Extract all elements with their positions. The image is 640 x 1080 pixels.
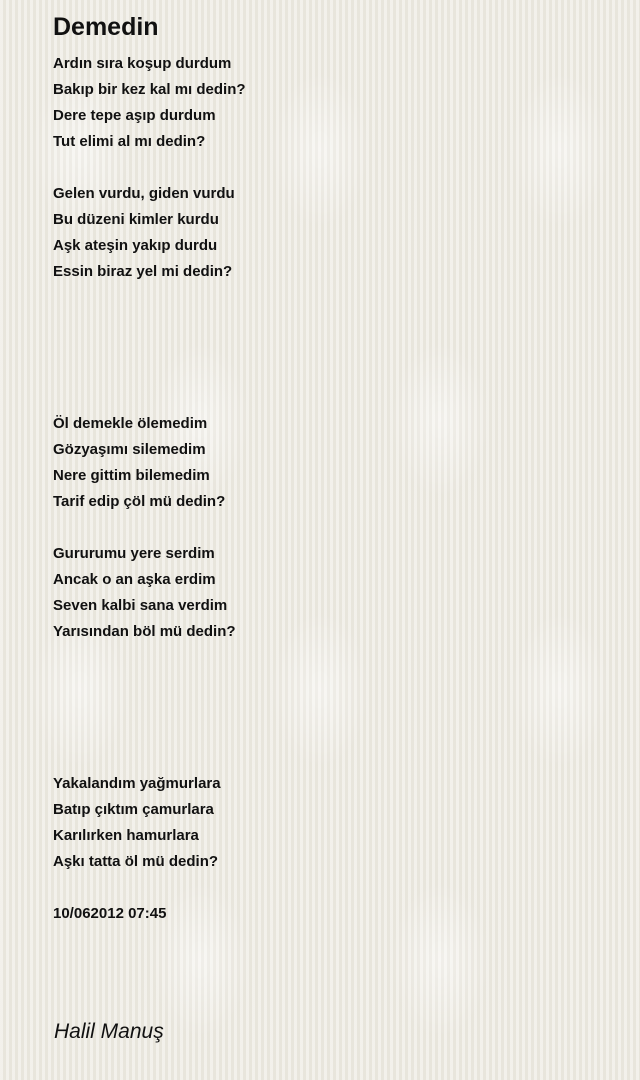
poem-line: Ardın sıra koşup durdum bbox=[53, 55, 232, 72]
poem-line: Tut elimi al mı dedin? bbox=[53, 133, 206, 150]
poem-line: Nere gittim bilemedim bbox=[53, 467, 210, 484]
poem-line: Dere tepe aşıp durdum bbox=[53, 107, 216, 124]
poem-line: Ancak o an aşka erdim bbox=[53, 571, 216, 588]
poem-line: Yarısından böl mü dedin? bbox=[53, 623, 236, 640]
stanza-1 bbox=[53, 51, 613, 155]
poem-line: Aşkı tatta öl mü dedin? bbox=[53, 853, 219, 870]
stanza-3 bbox=[53, 411, 613, 515]
poem-title: Demedin bbox=[53, 13, 159, 41]
poem-line: Batıp çıktım çamurlara bbox=[53, 801, 214, 818]
poem-line: Gururumu yere serdim bbox=[53, 545, 215, 562]
poem-author: Halil Manuş bbox=[54, 1020, 164, 1043]
poem-line: Seven kalbi sana verdim bbox=[53, 597, 228, 614]
poem-line: Öl demekle ölemedim bbox=[53, 415, 208, 432]
poem-line: Karılırken hamurlara bbox=[53, 827, 199, 844]
poem-line: Tarif edip çöl mü dedin? bbox=[53, 493, 226, 510]
stanza-2 bbox=[53, 181, 613, 285]
stanza-4 bbox=[53, 541, 613, 645]
poem-line: Gelen vurdu, giden vurdu bbox=[53, 185, 235, 202]
poem-line: Bakıp bir kez kal mı dedin? bbox=[53, 81, 246, 98]
poem-date: 10/062012 07:45 bbox=[53, 905, 167, 922]
poem-line: Gözyaşımı silemedim bbox=[53, 441, 206, 458]
poem-line: Bu düzeni kimler kurdu bbox=[53, 211, 219, 228]
stanza-5 bbox=[53, 771, 613, 875]
poem-line: Essin biraz yel mi dedin? bbox=[53, 263, 233, 280]
poem-line: Aşk ateşin yakıp durdu bbox=[53, 237, 218, 254]
poem-line: Yakalandım yağmurlara bbox=[53, 775, 221, 792]
